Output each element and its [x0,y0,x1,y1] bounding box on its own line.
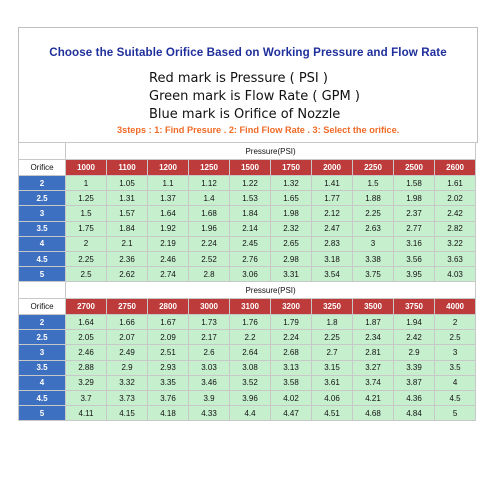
pressure-header-cell: 1500 [230,160,271,176]
pressure-header-cell: 2800 [148,299,189,315]
flow-rate-cell: 1.64 [148,206,189,221]
corner-cell [19,143,66,160]
flow-rate-cell: 2 [435,315,476,330]
flow-rate-cell: 4 [435,375,476,390]
flow-rate-cell: 2.02 [435,191,476,206]
flow-rate-cell: 3.29 [66,375,107,390]
flow-rate-cell: 3.22 [435,236,476,251]
flow-rate-cell: 3 [435,345,476,360]
flow-rate-cell: 1.75 [66,221,107,236]
pressure-header-cell: 1000 [66,160,107,176]
flow-rate-cell: 2.74 [148,267,189,282]
flow-rate-cell: 1.66 [107,315,148,330]
flow-rate-cell: 3.13 [271,360,312,375]
orifice-cell: 4 [19,236,66,251]
flow-rate-cell: 2.14 [230,221,271,236]
flow-rate-cell: 2.42 [435,206,476,221]
table-row [19,251,476,266]
flow-rate-cell: 1.84 [107,221,148,236]
flow-rate-cell: 1.58 [394,176,435,191]
pressure-header-cell: 3250 [312,299,353,315]
flow-rate-cell: 2.46 [148,251,189,266]
pressure-header-cell: 3200 [271,299,312,315]
flow-rate-cell: 3.52 [230,375,271,390]
flow-rate-cell: 1 [66,176,107,191]
flow-rate-cell: 2.25 [66,251,107,266]
flow-rate-cell: 3.06 [230,267,271,282]
orifice-cell: 2 [19,176,66,191]
flow-rate-cell: 3.61 [312,375,353,390]
flow-rate-cell: 4.36 [394,390,435,405]
flow-rate-cell: 2.68 [271,345,312,360]
steps-instructions: 3steps : 1: Find Presure . 2: Find Flow Rate . 3: Select the orifice. [117,125,400,135]
flow-table-1 [18,142,476,282]
flow-rate-cell: 2.17 [189,330,230,345]
flow-rate-cell: 2.81 [353,345,394,360]
table-row [19,236,476,251]
flow-rate-cell: 1.92 [148,221,189,236]
flow-rate-cell: 1.84 [230,206,271,221]
orifice-cell: 2.5 [19,191,66,206]
flow-rate-cell: 1.73 [189,315,230,330]
pressure-header-cell: 2700 [66,299,107,315]
flow-rate-cell: 1.65 [271,191,312,206]
flow-rate-cell: 2.76 [230,251,271,266]
flow-rate-cell: 3.7 [66,390,107,405]
flow-rate-cell: 1.64 [66,315,107,330]
flow-rate-cell: 1.41 [312,176,353,191]
flow-rate-cell: 4.21 [353,390,394,405]
orifice-cell: 4 [19,375,66,390]
pressure-header-cell: 3000 [189,299,230,315]
flow-rate-cell: 1.68 [189,206,230,221]
flow-rate-cell: 2.63 [353,221,394,236]
flow-rate-cell: 2.36 [107,251,148,266]
flow-rate-cell: 2.52 [189,251,230,266]
flow-rate-cell: 3.87 [394,375,435,390]
flow-rate-cell: 1.96 [189,221,230,236]
flow-rate-cell: 1.05 [107,176,148,191]
flow-rate-cell: 2.42 [394,330,435,345]
flow-rate-cell: 2.12 [312,206,353,221]
flow-rate-cell: 1.98 [271,206,312,221]
flow-rate-cell: 3.18 [312,251,353,266]
pressure-title-row [19,143,476,160]
flow-rate-cell: 3.74 [353,375,394,390]
page-title: Choose the Suitable Orifice Based on Working Pressure and Flow Rate [49,46,447,59]
flow-rate-cell: 3.31 [271,267,312,282]
flow-rate-cell: 2.64 [230,345,271,360]
table-row [19,390,476,405]
flow-rate-cell: 2.9 [394,345,435,360]
legend-flow-rate: Green mark is Flow Rate ( GPM ) [149,89,360,104]
flow-rate-cell: 1.94 [394,315,435,330]
flow-rate-cell: 3.46 [189,375,230,390]
flow-rate-cell: 2.19 [148,236,189,251]
flow-rate-cell: 1.5 [66,206,107,221]
flow-rate-cell: 2.05 [66,330,107,345]
header-panel [18,27,478,143]
flow-rate-cell: 3.56 [394,251,435,266]
flow-rate-cell: 3.75 [353,267,394,282]
orifice-cell: 5 [19,406,66,421]
flow-rate-cell: 3.54 [312,267,353,282]
flow-rate-cell: 1.31 [107,191,148,206]
flow-rate-cell: 2.88 [66,360,107,375]
flow-rate-cell: 2.1 [107,236,148,251]
flow-rate-cell: 4.33 [189,406,230,421]
flow-rate-cell: 2.83 [312,236,353,251]
pressure-header-cell: 1200 [148,160,189,176]
pressure-header-cell: 1100 [107,160,148,176]
flow-rate-cell: 2.5 [66,267,107,282]
flow-rate-cell: 2 [66,236,107,251]
flow-rate-cell: 3.38 [353,251,394,266]
pressure-header-cell: 2750 [107,299,148,315]
flow-rate-cell: 4.18 [148,406,189,421]
table-row [19,406,476,421]
flow-rate-cell: 4.5 [435,390,476,405]
flow-rate-cell: 3.76 [148,390,189,405]
flow-rate-cell: 2.09 [148,330,189,345]
flow-rate-cell: 1.5 [353,176,394,191]
corner-cell [19,282,66,299]
flow-rate-cell: 2.8 [189,267,230,282]
flow-rate-cell: 3.9 [189,390,230,405]
pressure-header-cell: 2500 [394,160,435,176]
flow-rate-cell: 1.32 [271,176,312,191]
table-row [19,315,476,330]
flow-rate-cell: 1.88 [353,191,394,206]
flow-rate-cell: 2.24 [271,330,312,345]
flow-rate-cell: 1.25 [66,191,107,206]
flow-rate-cell: 3.58 [271,375,312,390]
flow-rate-cell: 2.32 [271,221,312,236]
pressure-header-cell: 2600 [435,160,476,176]
flow-rate-cell: 2.37 [394,206,435,221]
orifice-cell: 4.5 [19,390,66,405]
pressure-header-cell: 2250 [353,160,394,176]
flow-rate-cell: 1.22 [230,176,271,191]
flow-rate-cell: 2.2 [230,330,271,345]
flow-rate-cell: 2.49 [107,345,148,360]
flow-rate-cell: 3.16 [394,236,435,251]
flow-rate-cell: 2.6 [189,345,230,360]
flow-rate-cell: 1.12 [189,176,230,191]
flow-rate-cell: 2.45 [230,236,271,251]
flow-rate-cell: 1.67 [148,315,189,330]
flow-rate-cell: 2.77 [394,221,435,236]
orifice-cell: 4.5 [19,251,66,266]
flow-table-2 [18,281,476,421]
table-row [19,206,476,221]
flow-rate-cell: 2.51 [148,345,189,360]
flow-rate-cell: 3.39 [394,360,435,375]
flow-rate-cell: 3.63 [435,251,476,266]
flow-rate-cell: 3.03 [189,360,230,375]
pressure-title: Pressure(PSI) [66,282,476,299]
flow-rate-cell: 3.95 [394,267,435,282]
flow-rate-cell: 4.03 [435,267,476,282]
orifice-cell: 3.5 [19,360,66,375]
flow-rate-cell: 2.7 [312,345,353,360]
orifice-cell: 5 [19,267,66,282]
pressure-header-row [19,160,476,176]
flow-rate-cell: 2.93 [148,360,189,375]
orifice-cell: 3 [19,345,66,360]
orifice-header: Orifice [19,160,66,176]
pressure-header-cell: 3100 [230,299,271,315]
table-row [19,360,476,375]
flow-rate-cell: 2.65 [271,236,312,251]
pressure-header-cell: 1750 [271,160,312,176]
flow-rate-cell: 4.68 [353,406,394,421]
orifice-cell: 2.5 [19,330,66,345]
flow-rate-cell: 2.9 [107,360,148,375]
pressure-header-cell: 1250 [189,160,230,176]
orifice-cell: 2 [19,315,66,330]
legend-orifice: Blue mark is Orifice of Nozzle [149,107,341,122]
flow-rate-cell: 1.87 [353,315,394,330]
flow-rate-cell: 1.76 [230,315,271,330]
table-row [19,221,476,236]
pressure-header-row [19,299,476,315]
flow-rate-cell: 4.11 [66,406,107,421]
flow-rate-cell: 4.15 [107,406,148,421]
flow-rate-cell: 1.61 [435,176,476,191]
orifice-cell: 3.5 [19,221,66,236]
flow-rate-cell: 1.79 [271,315,312,330]
flow-rate-cell: 2.24 [189,236,230,251]
flow-rate-cell: 4.06 [312,390,353,405]
flow-rate-cell: 3.08 [230,360,271,375]
flow-rate-cell: 2.82 [435,221,476,236]
flow-rate-cell: 1.4 [189,191,230,206]
flow-rate-cell: 3.15 [312,360,353,375]
flow-rate-cell: 2.07 [107,330,148,345]
flow-rate-cell: 1.8 [312,315,353,330]
flow-rate-cell: 1.1 [148,176,189,191]
table-row [19,267,476,282]
flow-rate-cell: 3.32 [107,375,148,390]
flow-rate-cell: 3.35 [148,375,189,390]
table-row [19,330,476,345]
flow-rate-cell: 2.25 [312,330,353,345]
table-row [19,375,476,390]
flow-rate-cell: 1.77 [312,191,353,206]
flow-rate-cell: 4.47 [271,406,312,421]
pressure-title: Pressure(PSI) [66,143,476,160]
orifice-cell: 3 [19,206,66,221]
flow-rate-cell: 3.5 [435,360,476,375]
flow-rate-cell: 2.62 [107,267,148,282]
flow-rate-cell: 2.34 [353,330,394,345]
flow-rate-cell: 5 [435,406,476,421]
pressure-title-row [19,282,476,299]
flow-rate-cell: 1.57 [107,206,148,221]
flow-rate-cell: 3.27 [353,360,394,375]
flow-rate-cell: 2.47 [312,221,353,236]
flow-rate-cell: 4.02 [271,390,312,405]
flow-rate-cell: 4.4 [230,406,271,421]
flow-rate-cell: 4.84 [394,406,435,421]
flow-rate-cell: 2.46 [66,345,107,360]
table-row [19,345,476,360]
flow-rate-cell: 2.25 [353,206,394,221]
flow-rate-cell: 2.98 [271,251,312,266]
table-row [19,176,476,191]
flow-rate-cell: 2.5 [435,330,476,345]
legend-pressure: Red mark is Pressure ( PSI ) [149,71,328,86]
flow-rate-cell: 1.37 [148,191,189,206]
table-row [19,191,476,206]
flow-rate-cell: 4.51 [312,406,353,421]
flow-rate-cell: 1.98 [394,191,435,206]
pressure-header-cell: 2000 [312,160,353,176]
flow-rate-cell: 1.53 [230,191,271,206]
flow-rate-cell: 3.73 [107,390,148,405]
orifice-header: Orifice [19,299,66,315]
flow-rate-cell: 3.96 [230,390,271,405]
pressure-header-cell: 4000 [435,299,476,315]
pressure-header-cell: 3500 [353,299,394,315]
flow-rate-cell: 3 [353,236,394,251]
pressure-header-cell: 3750 [394,299,435,315]
